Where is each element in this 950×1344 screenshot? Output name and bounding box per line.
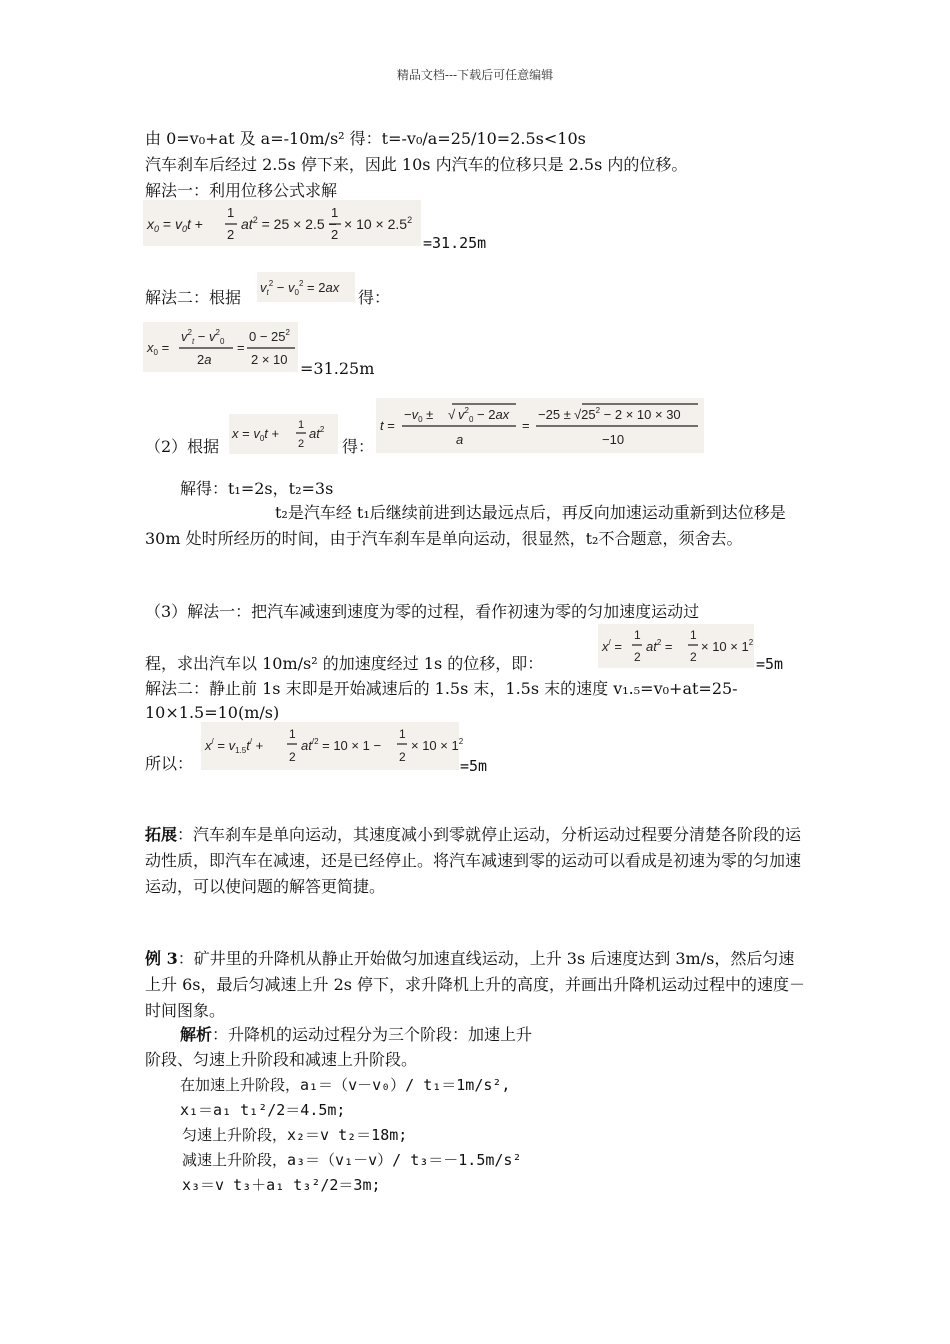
svg-text:0 − 252: $0 - 25^2$	[249, 328, 290, 344]
line-method-2-prefix: 解法二：根据	[145, 288, 242, 307]
line-therefore: 所以：	[145, 754, 194, 773]
formula-1-result: =31.25m	[423, 234, 487, 252]
example-3-label: 例 3	[145, 949, 178, 968]
line-method-1: 解法一：利用位移公式求解	[145, 181, 338, 200]
svg-text:v20 − 2ax: $v^2_0 - 2ax$	[458, 406, 510, 424]
formula-displacement-1	[143, 200, 421, 246]
svg-text:x/ = v1.5t/ +: $x^/ = v_{1.5}t^/$ +	[205, 737, 264, 755]
svg-text:1: 1	[289, 727, 296, 741]
paragraph-t2-rejected: t₂是汽车经 t₁后继续前进到达最远点后，再反向加速运动重新到达位移是 30m 处时所经历的时间，由于汽车刹车是单向运动，很显然，t₂不合题意，须舍去。	[145, 503, 786, 548]
page-header: 精品文档---下载后可任意编辑	[396, 68, 554, 82]
svg-text:2: 2	[690, 650, 697, 664]
extension-text: ：汽车刹车是单向运动，其速度减小到零就停止运动，分析运动过程要分清楚各阶段的运动性质，即汽车在减速，还是已经停止。将汽车减速到零的运动可以看成是初速为零的匀加速运动，可以使问题的解答更简捷。	[145, 825, 802, 896]
formula-displacement-2	[143, 322, 298, 372]
svg-text:2: 2	[289, 750, 296, 764]
line-part-2-suffix: 得：	[342, 437, 375, 456]
formula-velocity-displacement	[257, 272, 355, 302]
line-analysis	[180, 1024, 532, 1046]
svg-text:2: 2	[399, 750, 406, 764]
line-part-3-method-1: （3）解法一：把汽车减速到速度为零的过程，看作初速为零的匀加速度运动过	[145, 602, 700, 621]
svg-text:1: 1	[298, 419, 305, 431]
svg-text:1: 1	[690, 628, 697, 642]
line-step-3: 匀速上升阶段，x₂＝v t₂＝18m;	[182, 1126, 408, 1144]
svg-text:2: 2	[331, 227, 339, 242]
svg-text:2: 2	[298, 438, 305, 450]
paragraph-extension	[145, 822, 810, 900]
svg-text:t =: t =	[380, 418, 395, 433]
svg-text:× 10 × 12: × $10 \times 1^2$	[411, 737, 464, 753]
svg-text:x/ =: x/ =	[602, 638, 622, 654]
extension-label: 拓展	[145, 825, 178, 844]
svg-text:at2 = 25 × 2.5 −: $at^2 = 25 \times 2.5$ −	[241, 215, 337, 232]
svg-text:1: 1	[634, 628, 641, 642]
svg-text:2 × 10: 2 × 10	[251, 352, 288, 367]
formula-3-result: =31.25m	[300, 359, 375, 378]
svg-text:=: =	[522, 418, 530, 433]
svg-text:2: 2	[227, 227, 235, 242]
formula-last-second-displacement	[598, 624, 754, 668]
formula-displacement-time	[229, 414, 338, 454]
svg-text:vt2 − v02 = 2ax: $v_t^2 - v_0^2 = 2ax$	[260, 279, 340, 297]
formula-6-result: =5m	[756, 655, 784, 673]
svg-text:v2t − v20: $v^2_t - v^2_0$	[181, 328, 225, 346]
svg-text:x = v0t +: $x = v_0t$ +	[232, 426, 280, 443]
line-step-1: 在加速上升阶段，a₁＝（v－v₀）/ t₁＝1m/s²,	[180, 1076, 511, 1094]
svg-text:at2: $at^2$	[309, 425, 325, 441]
line-method-2-velocity: 解法二：静止前 1s 末即是开始减速后的 1.5s 末，1.5s 末的速度 v₁.₅=v₀+at=25-	[145, 679, 738, 698]
line-part-3-method-1-cont: 程，求出汽车以 10m/s² 的加速度经过 1s 的位移，即：	[145, 654, 544, 673]
svg-text:2: 2	[634, 650, 641, 664]
svg-text:−10: −10	[602, 432, 625, 447]
svg-text:x0 = v0t +: $x_0 = v_0t$ +	[147, 216, 203, 234]
line-solution-times: 解得：t₁=2s，t₂=3s	[180, 479, 334, 498]
analysis-text-1: ：升降机的运动过程分为三个阶段：加速上升	[212, 1025, 533, 1044]
svg-text:1: 1	[227, 205, 235, 220]
svg-text:1: 1	[399, 727, 406, 741]
line-method-2-velocity-cont: 10×1.5=10(m/s)	[145, 703, 280, 722]
svg-text:at/2 = 10 × 1 −: $at^{/2} = 10 \times 1$ −	[301, 737, 382, 753]
line-step-4: 减速上升阶段，a₃＝（v₁－v）/ t₃＝－1.5m/s²	[182, 1151, 522, 1169]
formula-7-result: =5m	[460, 757, 488, 775]
svg-text:x0 =: $x_0$ =	[147, 340, 170, 357]
line-stop-explanation: 汽车刹车后经过 2.5s 停下来，因此 10s 内汽车的位移只是 2.5s 内的位移。	[145, 155, 688, 174]
svg-text:× 10 × 12: × $10 \times 1^2$	[701, 638, 754, 654]
svg-text:√: √	[448, 407, 456, 422]
line-step-5: x₃＝v t₃＋a₁ t₃²/2＝3m;	[182, 1176, 381, 1194]
svg-text:−25 ±: −25 ±	[538, 407, 571, 422]
line-method-2-suffix: 得：	[358, 288, 391, 307]
line-step-2: x₁＝a₁ t₁²/2＝4.5m;	[180, 1101, 346, 1119]
line-analysis-cont: 阶段、匀速上升阶段和减速上升阶段。	[145, 1050, 418, 1069]
analysis-label: 解析	[180, 1025, 213, 1044]
paragraph-example-3	[145, 946, 810, 1024]
line-stop-time: 由 0=v₀+at 及 a=-10m/s² 得：t=-v₀/a=25/10=2.5s<10s	[145, 129, 586, 148]
line-part-2-prefix: （2）根据	[145, 437, 220, 456]
svg-text:1: 1	[331, 205, 339, 220]
svg-text:√252 − 2 × 10 × 30: $√25^2 - 2 \times 10 \times 30$	[574, 406, 681, 422]
svg-text:a: a	[456, 432, 464, 447]
svg-text:at2 =: $at^2$ =	[646, 638, 673, 654]
svg-text:2a: 2a	[197, 352, 212, 367]
formula-quadratic-time	[376, 398, 704, 453]
svg-text:× 10 × 2.52: × $10 \times 2.5^2$	[344, 215, 413, 232]
formula-displacement-method-2	[201, 722, 464, 770]
example-3-text: ：矿井里的升降机从静止开始做匀加速直线运动，上升 3s 后速度达到 3m/s，然后匀速上升 6s，最后匀减速上升 2s 停下，求升降机上升的高度，并画出升降机运动过程中的速度－时间图象。	[145, 949, 806, 1020]
svg-text:=: =	[237, 340, 245, 355]
svg-text:−v0 ±: $-v_0$ ±	[404, 407, 434, 424]
